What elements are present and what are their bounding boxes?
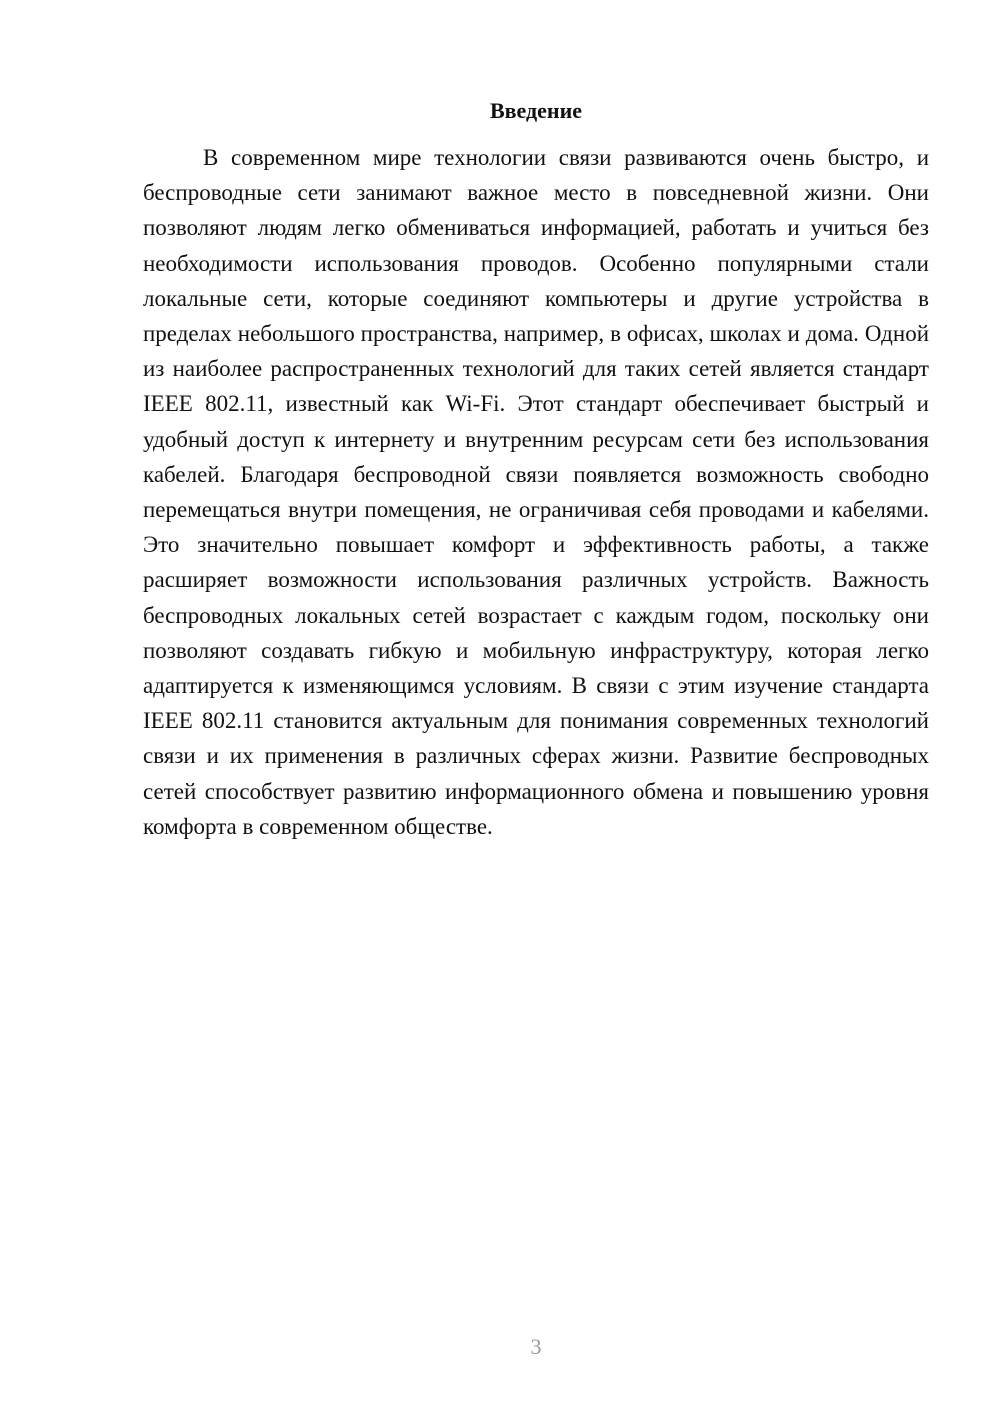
page-number: 3: [530, 1334, 542, 1359]
section-heading: Введение: [489, 98, 583, 123]
body-paragraph: В современном мире технологии связи развиваются очень быстро, и беспроводные сети занимают важное место в повседневной жизни. Они позволяют людям легко обмениваться информацией, работать и учиться без необходимости использования проводов. Особенно популярными стали локальные сети, которые соединяют компьютеры и другие устройства в пределах небольшого пространства, например, в офисах, школах и дома. Одной из наиболее распространенных технологий для таких сетей является стандарт IEEE 802.11, известный как Wi-Fi. Этот стандарт обеспечивает быстрый и удобный доступ к интернету и внутренним ресурсам сети без использования кабелей. Благодаря беспроводной связи появляется возможность свободно перемещаться внутри помещения, не ограничивая себя проводами и кабелями. Это значительно повышает комфорт и эффективность работы, а также расширяет возможности использования различных устройств. Важность беспроводных локальных сетей возрастает с каждым годом, поскольку они позволяют создавать гибкую и мобильную инфраструктуру, которая легко адаптируется к изменяющимся условиям. В связи с этим изучение стандарта IEEE 802.11 становится актуальным для понимания современных технологий связи и их применения в различных сферах жизни. Развитие беспроводных сетей способствует развитию информационного обмена и повышению уровня комфорта в современном обществе.: [143, 145, 929, 839]
